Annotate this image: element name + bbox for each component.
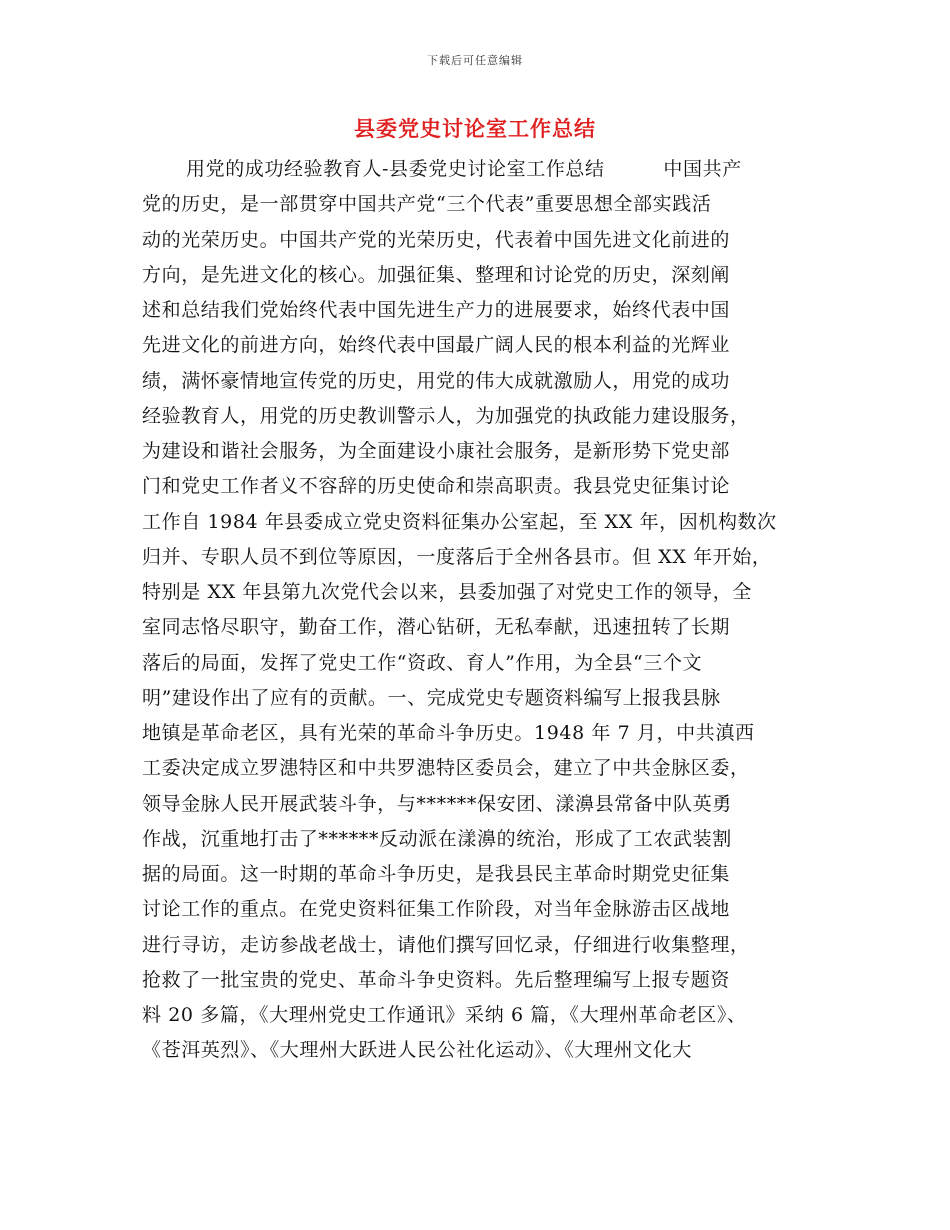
body-line: 工作自 1984 年县委成立党史资料征集办公室起，至 XX 年，因机构数次 [142,510,777,533]
body-line: 方向，是先进文化的核心。加强征集、整理和讨论党的历史，深刻阐 [142,263,731,286]
body-line: 经验教育人，用党的历史教训警示人，为加强党的执政能力建设服务， [142,404,750,427]
body-line: 门和党史工作者义不容辞的历史使命和崇高职责。我县党史征集讨论 [142,475,731,498]
body-line: 室同志恪尽职守，勤奋工作，潜心钻研，无私奉献，迅速扭转了长期 [142,616,731,639]
body-line: 抢救了一批宝贵的党史、革命斗争史资料。先后整理编写上报专题资 [142,968,731,991]
body-line: 归并、专职人员不到位等原因，一度落后于全州各县市。但 XX 年开始， [142,545,772,568]
page-header-note: 下载后可任意编辑 [427,54,523,67]
body-line: 先进文化的前进方向，始终代表中国最广阔人民的根本利益的光辉业 [142,334,731,357]
body-line: 料 20 多篇，《大理州党史工作通讯》采纳 6 篇，《大理州革命老区》、 [142,1004,747,1026]
body-line: 工委决定成立罗漶特区和中共罗漶特区委员会，建立了中共金脉区委， [142,757,750,780]
body-line: 作战，沉重地打击了******反动派在漾濞的统治，形成了工农武装割 [142,827,732,850]
body-line: 明”建设作出了应有的贡献。一、完成党史专题资料编写上报我县脉 [142,686,721,709]
body-line: 绩，满怀豪情地宣传党的历史，用党的伟大成就激励人，用党的成功 [142,369,731,392]
body-line: 党的历史，是一部贯穿中国共产党“三个代表”重要思想全部实践活 [142,193,712,216]
body-line: 特别是 XX 年县第九次党代会以来，县委加强了对党史工作的领导，全 [142,581,752,603]
body-line: 动的光荣历史。中国共产党的光荣历史，代表着中国先进文化前进的 [142,228,731,251]
body-line: 据的局面。这一时期的革命斗争历史，是我县民主革命时期党史征集 [142,863,731,885]
body-line: 领导金脉人民开展武装斗争，与******保安团、漾濞县常备中队英勇 [142,792,732,815]
body-line: 讨论工作的重点。在党史资料征集工作阶段，对当年金脉游击区战地 [142,898,731,921]
body-line: 用党的成功经验教育人-县委党史讨论室工作总结 中国共产 [186,158,742,180]
body-line: 地镇是革命老区，具有光荣的革命斗争历史。1948 年 7 月，中共滇西 [142,722,755,744]
document-body [142,152,810,1069]
body-line: 落后的局面，发挥了党史工作“资政、育人”作用，为全县“三个文 [142,651,703,674]
body-line: 《苍洱英烈》、《大理州大跃进人民公社化运动》、《大理州文化大 [142,1039,693,1062]
document-title: 县委党史讨论室工作总结 [354,116,596,141]
body-line: 进行寻访，走访参战老战士，请他们撰写回忆录，仔细进行收集整理， [142,933,750,956]
body-line: 为建设和谐社会服务，为全面建设小康社会服务，是新形势下党史部 [142,440,731,462]
body-line: 述和总结我们党始终代表中国先进生产力的进展要求，始终代表中国 [142,299,731,321]
